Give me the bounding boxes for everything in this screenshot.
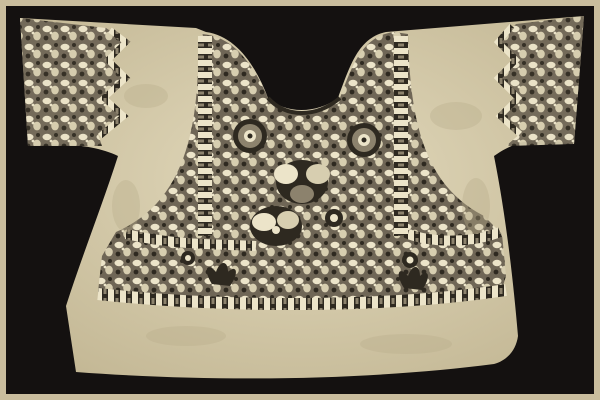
flower-small-3 [402, 252, 418, 268]
left-yoke-band [198, 36, 212, 236]
flower-small-1 [325, 209, 343, 227]
rosette-right [347, 123, 381, 157]
large-flower-left [250, 206, 302, 246]
embroidered-tunic-photo [6, 6, 594, 394]
right-yoke-band [394, 36, 408, 236]
rosette-left [233, 119, 267, 153]
flower-small-2 [181, 251, 195, 265]
